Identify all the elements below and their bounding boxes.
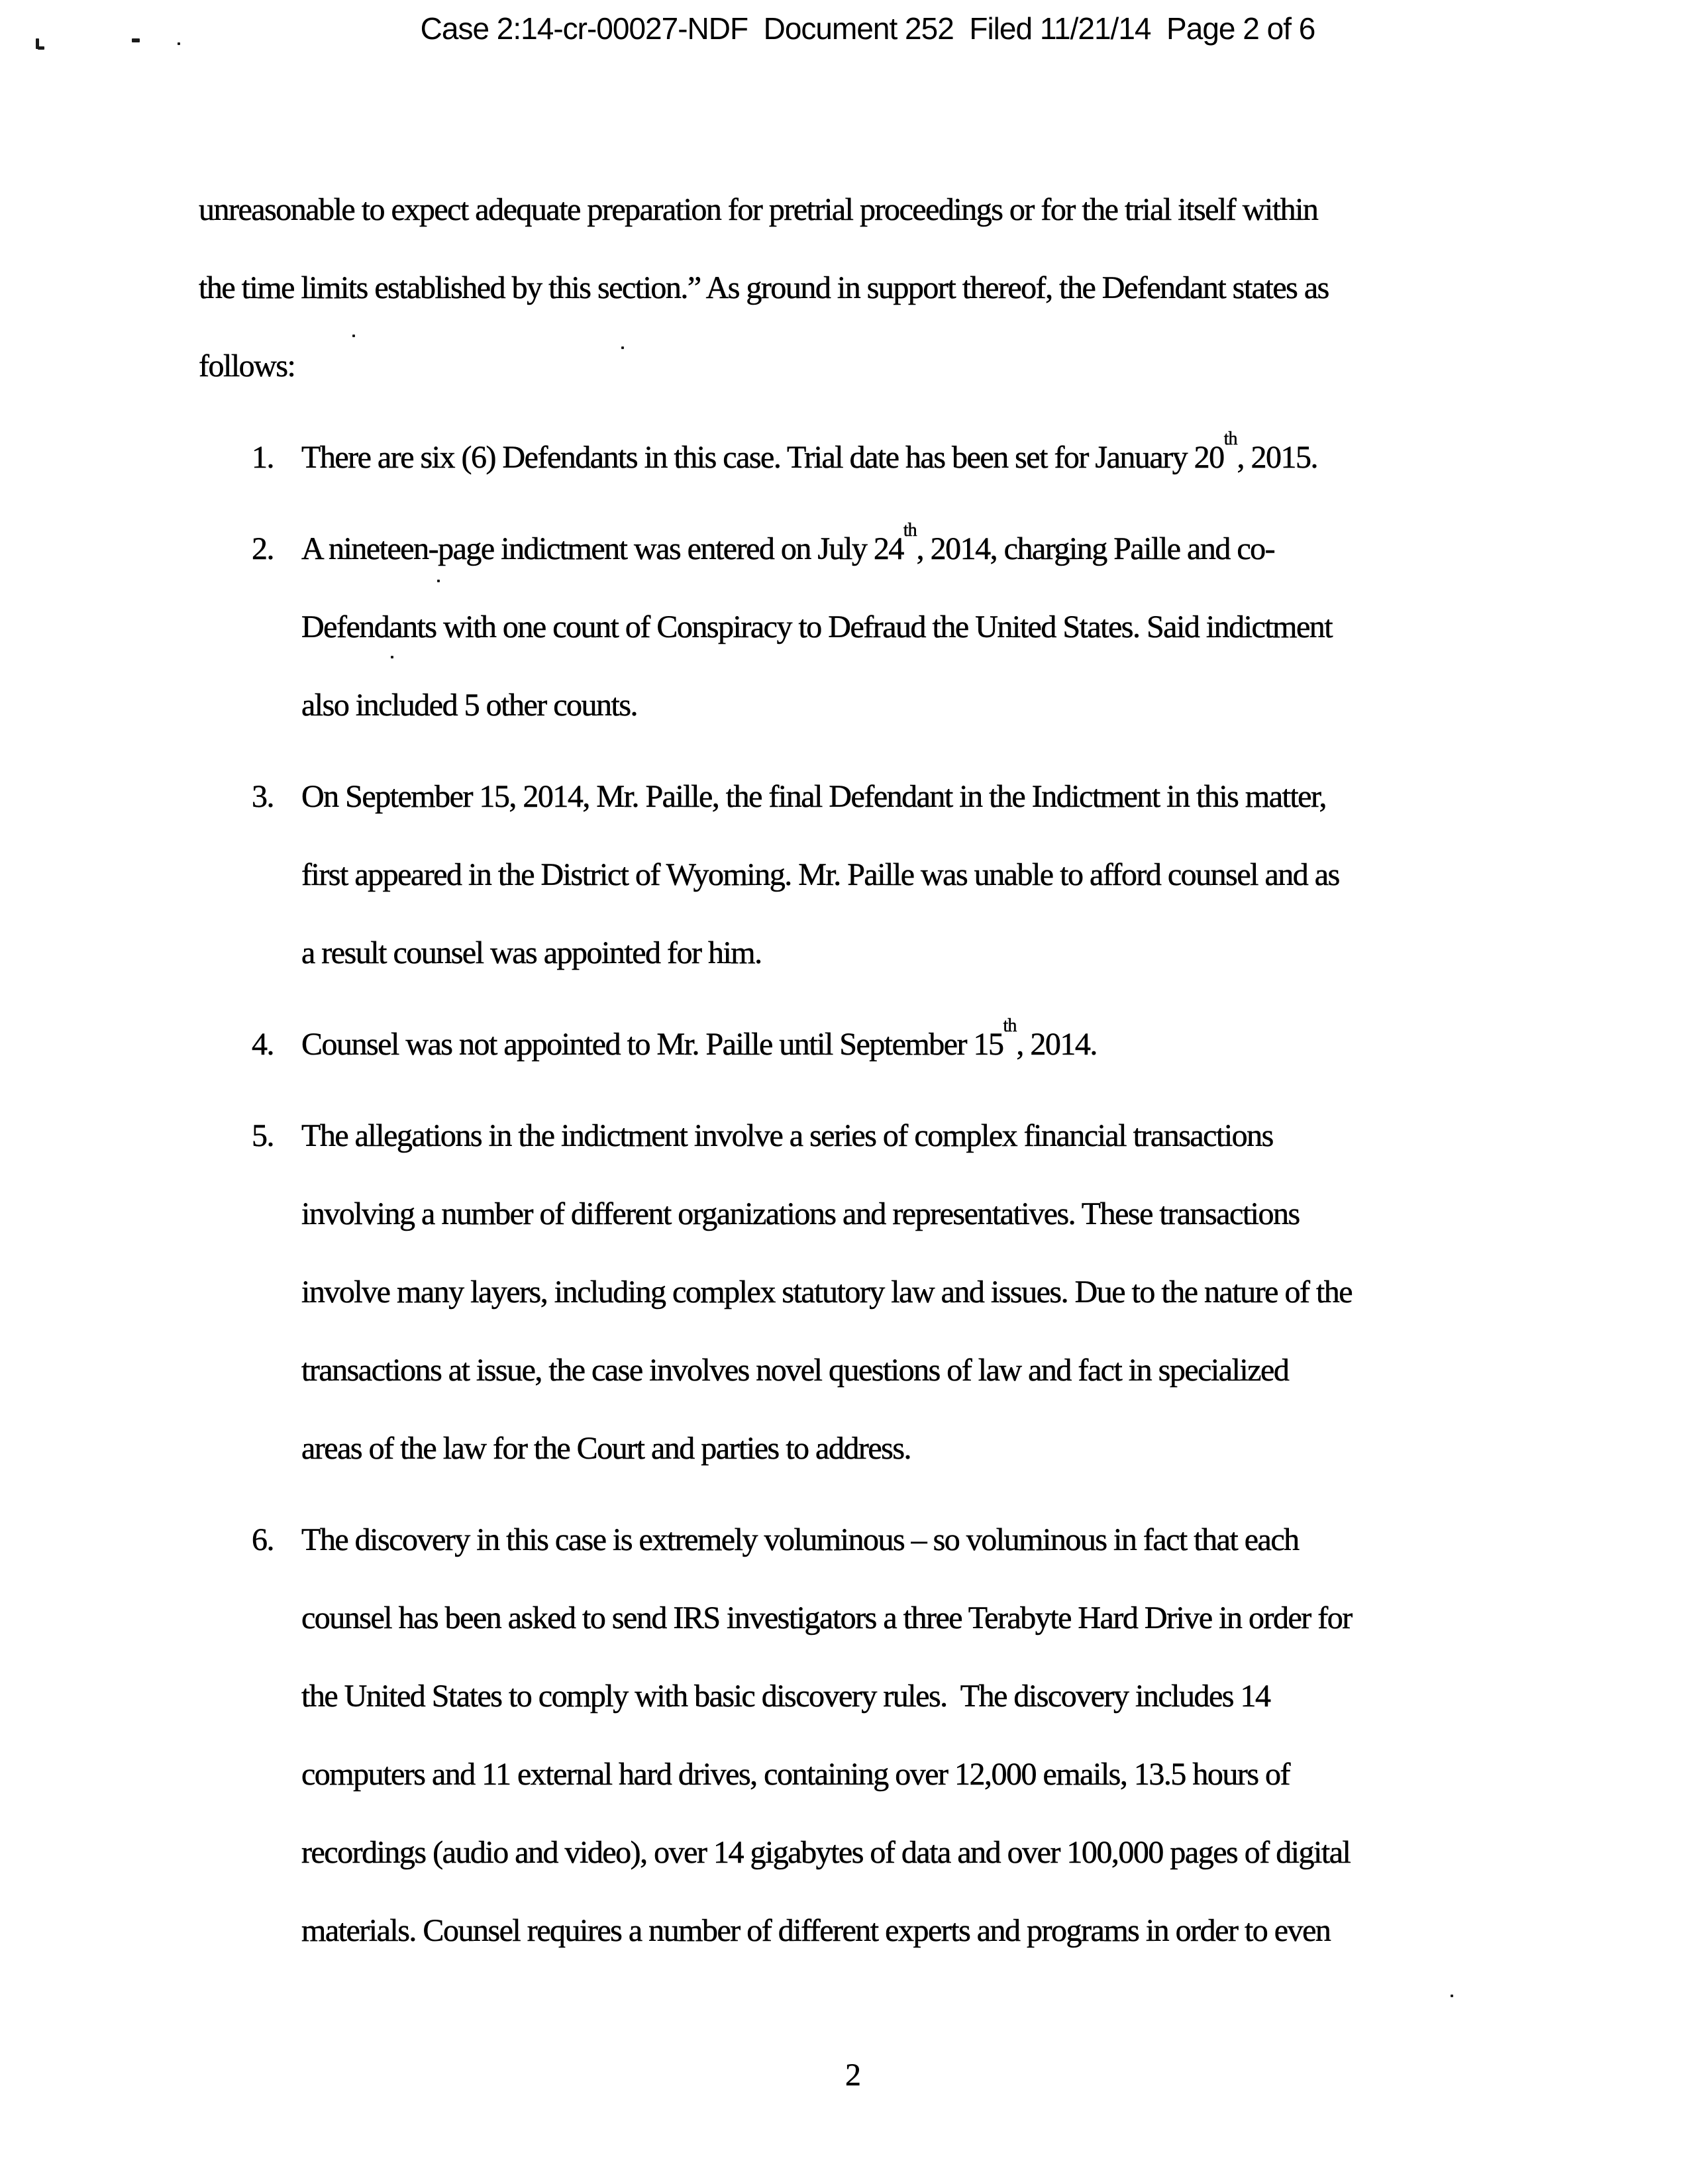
document-line: involve many layers, including complex statutory law and issues. Due to the nature of the — [301, 1274, 1353, 1310]
document-line: Defendants with one count of Conspiracy to Defraud the United States. Said indictment — [301, 609, 1333, 645]
document-line: On September 15, 2014, Mr. Paille, the final Defendant in the Indictment in this matter, — [301, 779, 1327, 814]
list-item-5 — [199, 1097, 1590, 1488]
document-line: recordings (audio and video), over 14 gigabytes of data and over 100,000 pages of digital — [301, 1835, 1351, 1870]
superscript-ordinal: th — [1223, 429, 1237, 449]
list-item-number: 6. — [252, 1522, 274, 1557]
document-line: counsel has been asked to send IRS investigators a three Terabyte Hard Drive in order for — [301, 1600, 1352, 1636]
list-item-4 — [199, 1006, 1590, 1084]
document-line: A nineteen-page indictment was entered on July 24th, 2014, charging Paille and co- — [301, 520, 1275, 566]
document-line: transactions at issue, the case involves novel questions of law and fact in specialized — [301, 1353, 1289, 1388]
intro-line: unreasonable to expect adequate preparation for pretrial proceedings or for the trial itself within — [199, 192, 1318, 227]
intro-line: the time limits established by this section.” As ground in support thereof, the Defendant states as — [199, 270, 1329, 305]
document-line: The discovery in this case is extremely voluminous – so voluminous in fact that each — [301, 1522, 1299, 1557]
scan-artifact — [1451, 1995, 1453, 1997]
list-item-3 — [199, 758, 1590, 992]
superscript-ordinal: th — [903, 520, 917, 541]
case-header-stamp: Case 2:14-cr-00027-NDF Document 252 Filed 11/21/14 Page 2 of 6 — [420, 11, 1315, 46]
document-line: also included 5 other counts. — [301, 688, 638, 723]
list-item-1 — [199, 419, 1590, 497]
page-number: 2 — [845, 2057, 861, 2093]
list-item-2 — [199, 510, 1590, 745]
document-line: involving a number of different organizations and representatives. These transactions — [301, 1196, 1300, 1231]
document-line: areas of the law for the Court and parties to address. — [301, 1431, 911, 1466]
list-item-number: 3. — [252, 779, 274, 814]
document-line: materials. Counsel requires a number of different experts and programs in order to even — [301, 1913, 1331, 1948]
scan-artifact — [38, 46, 44, 50]
document-line: The allegations in the indictment involve a series of complex financial transactions — [301, 1118, 1273, 1153]
list-item-number: 2. — [252, 531, 274, 566]
intro-line: follows: — [199, 348, 295, 384]
document-body — [199, 171, 1590, 1970]
document-line: the United States to comply with basic discovery rules. The discovery includes 14 — [301, 1679, 1270, 1714]
document-line: first appeared in the District of Wyoming. Mr. Paille was unable to afford counsel and as — [301, 857, 1339, 892]
superscript-ordinal: th — [1003, 1015, 1017, 1036]
list-item-number: 5. — [252, 1118, 274, 1153]
list-item-number: 4. — [252, 1027, 274, 1062]
document-line: Counsel was not appointed to Mr. Paille until September 15th, 2014. — [301, 1015, 1097, 1062]
document-line: There are six (6) Defendants in this case. Trial date has been set for January 20th, 2015. — [301, 429, 1317, 475]
list-item-number: 1. — [252, 440, 274, 475]
document-line: computers and 11 external hard drives, containing over 12,000 emails, 13.5 hours of — [301, 1757, 1290, 1792]
list-item-6 — [199, 1501, 1590, 1970]
document-line: a result counsel was appointed for him. — [301, 935, 762, 970]
